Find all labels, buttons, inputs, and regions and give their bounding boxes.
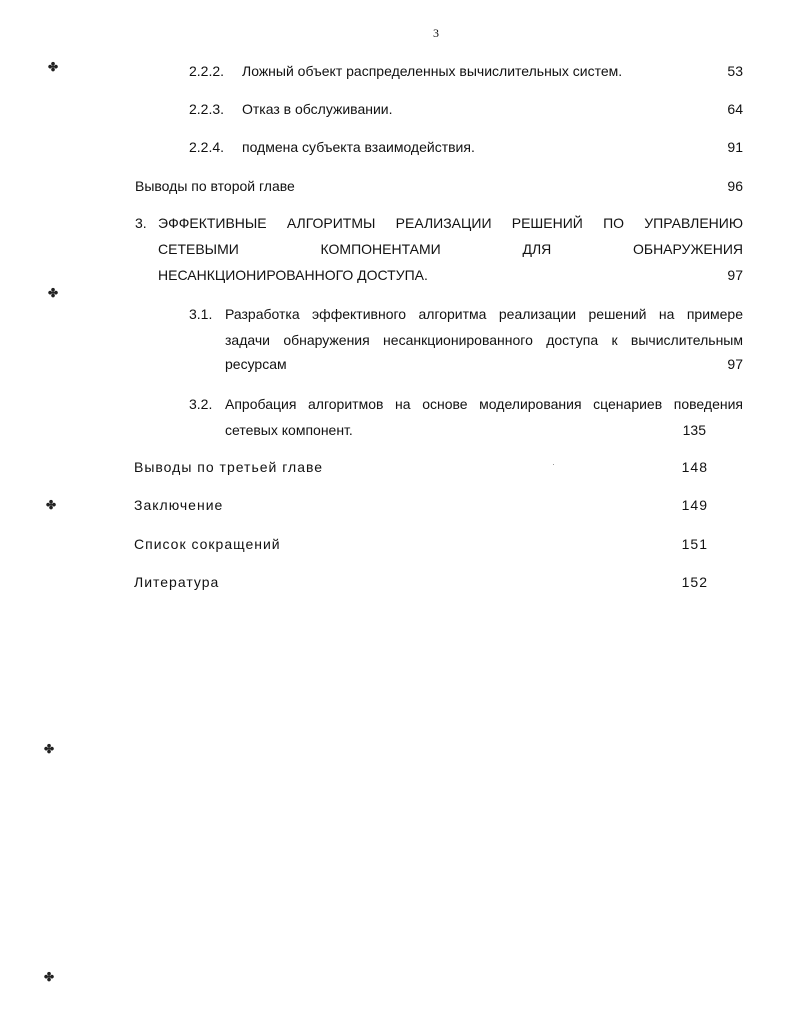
- toc-entry-title-line: Апробация алгоритмов на основе моделирования сценариев поведения: [225, 396, 743, 412]
- toc-entry[interactable]: [134, 573, 708, 591]
- toc-entry[interactable]: [134, 535, 708, 553]
- toc-entry[interactable]: [189, 100, 743, 118]
- toc-entry-title-line: ресурсам: [225, 356, 287, 372]
- toc-entry-page: 148: [681, 459, 708, 475]
- margin-mark: ✤: [44, 970, 55, 984]
- toc-entry-title-line: ЭФФЕКТИВНЫЕ АЛГОРИТМЫ РЕАЛИЗАЦИИ РЕШЕНИЙ ПО УПРАВЛЕНИЮ: [158, 215, 743, 231]
- toc-entry-title-line: СЕТЕВЫМИ КОМПОНЕНТАМИ ДЛЯ ОБНАРУЖЕНИЯ: [158, 241, 743, 257]
- toc-entry-number: 2.2.3.: [189, 101, 225, 117]
- toc-entry-number: 3.2.: [189, 396, 213, 412]
- toc-entry-page: 91: [727, 139, 743, 155]
- toc-entry-title: Список сокращений: [134, 536, 281, 552]
- toc-entry-number: 3.: [135, 215, 147, 231]
- toc-entry-page: 97: [727, 356, 743, 372]
- toc-entry-page: 152: [681, 574, 708, 590]
- toc-entry-title: Выводы по второй главе: [135, 178, 295, 194]
- toc-entry-title: подмена субъекта взаимодействия.: [242, 139, 475, 155]
- toc-entry[interactable]: [134, 458, 708, 476]
- toc-entry-title-line: НЕСАНКЦИОНИРОВАННОГО ДОСТУПА.: [158, 267, 428, 283]
- toc-entry-page: 149: [681, 497, 708, 513]
- toc-entry-title: Отказ в обслуживании.: [242, 101, 393, 117]
- toc-entry-title: Заключение: [134, 497, 224, 513]
- toc-entry-title-line: задачи обнаружения несанкционированного доступа к вычислительным: [225, 332, 743, 348]
- margin-mark: ✤: [44, 742, 55, 756]
- toc-entry-title: Ложный объект распределенных вычислительных систем.: [242, 63, 623, 79]
- margin-mark: ✤: [46, 498, 57, 512]
- toc-entry[interactable]: [189, 138, 743, 156]
- toc-entry-page: 53: [727, 63, 743, 79]
- toc-entry-title-line: сетевых компонент.: [225, 422, 353, 438]
- toc-entry-title: Литература: [134, 574, 220, 590]
- toc-entry-number: 3.1.: [189, 306, 213, 322]
- margin-mark: ✤: [48, 60, 59, 74]
- toc-entry-page: 135: [682, 422, 706, 438]
- toc-entry-number: 2.2.2.: [189, 63, 225, 79]
- toc-entry-page: 96: [727, 178, 743, 194]
- toc-entry[interactable]: [189, 395, 743, 441]
- toc-entry[interactable]: [189, 305, 743, 377]
- toc-entry-number: 2.2.4.: [189, 139, 225, 155]
- toc-entry[interactable]: [134, 496, 708, 514]
- toc-entry[interactable]: [135, 177, 743, 195]
- toc-entry-title-line: Разработка эффективного алгоритма реализации решений на примере: [225, 306, 743, 322]
- scan-speck: [553, 464, 554, 465]
- toc-entry-page: 151: [681, 536, 708, 552]
- toc-entry-page: 64: [727, 101, 743, 117]
- toc-entry-page: 97: [727, 267, 743, 283]
- margin-mark: ✤: [48, 286, 59, 300]
- toc-entry[interactable]: [135, 214, 743, 286]
- page-number: 3: [433, 26, 439, 40]
- toc-entry[interactable]: [189, 62, 743, 80]
- toc-entry-title: Выводы по третьей главе: [134, 459, 324, 475]
